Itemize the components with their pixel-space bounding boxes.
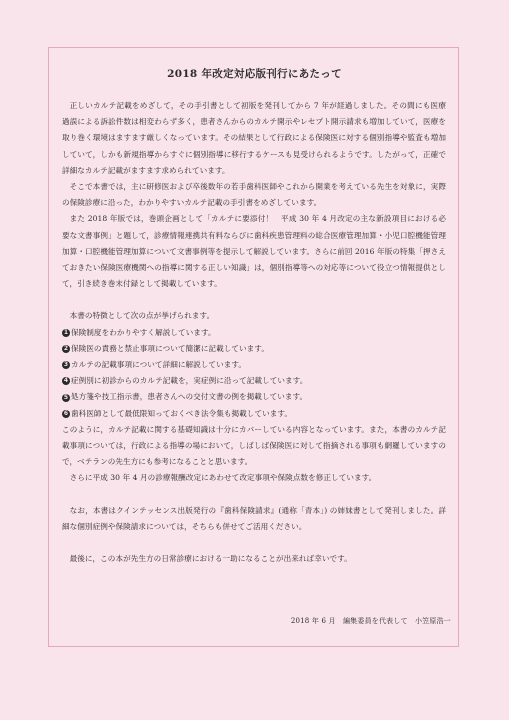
spacer bbox=[62, 535, 446, 551]
feature-text: 保険医の責務と禁止事項について簡潔に記載しています。 bbox=[71, 343, 269, 353]
signature-line: 2018 年 6 月 編集委員を代表して 小笠原浩一 bbox=[290, 617, 451, 625]
feature-text: カルテの記載事項について詳細に解説しています。 bbox=[71, 360, 247, 370]
features-list bbox=[62, 325, 446, 422]
spacer bbox=[62, 487, 446, 503]
feature-text: 歯科医師として最低限知っておくべき法令集も掲載しています。 bbox=[71, 408, 293, 418]
circled-number: 6 bbox=[63, 409, 69, 417]
paragraph-6: なお，本書はクインテッセンス出版発行の『歯科保険請求』(通称「青本」) の姉妹書として発刊しました。詳細な個別症例や保険請求については，そちらも併せてご活用ください。 bbox=[62, 505, 446, 531]
page-title: 2018 年改定対応版刊行にあたって bbox=[167, 68, 342, 80]
list-item bbox=[62, 325, 446, 341]
circled-number: 4 bbox=[63, 377, 69, 385]
list-item bbox=[62, 373, 446, 389]
circled-number: 2 bbox=[63, 344, 69, 352]
paragraph-5: さらに平成 30 年 4 月の診療報酬改定にあわせて改定事項や保険点数を修正しています。 bbox=[69, 473, 377, 483]
circled-number: 5 bbox=[63, 393, 69, 401]
circled-number: 1 bbox=[63, 328, 69, 336]
list-item bbox=[62, 389, 446, 405]
features-intro: 本書の特徴として次の点が挙げられます。 bbox=[69, 311, 215, 321]
feature-text: 処方箋や技工指示書，患者さんへの交付文書の例を掲載しています。 bbox=[71, 392, 308, 402]
paragraph-2: そこで本書では，主に研修医および卒後数年の若手歯科医師やこれから開業を考えている先生を対象に，実際の保険診療に沿った，わかりやすいカルテ記載の手引書をめざしています。 bbox=[62, 182, 446, 208]
list-item bbox=[62, 341, 446, 357]
feature-text: 保険制度をわかりやすく解説しています。 bbox=[71, 327, 216, 337]
list-item bbox=[62, 406, 446, 422]
paragraph-7: 最後に，この本が先生方の日常診療における一助になることが出来れば幸いです。 bbox=[69, 554, 352, 564]
feature-text: 症例別に初診からのカルテ記載を，実症例に沿って記載しています。 bbox=[71, 376, 308, 386]
paragraph-3: また 2018 年版では，巻頭企画として「カルテに要添付！ 平成 30 年 4 月改定の主な新設項目における必要な文書事例」と題して，診療情報連携共有料ならびに歯科疾患管理料の総合医療管理加算・小児口腔機能管理加算・口腔機能管理加算について文書事例等を提示して解説しています。さらに前回 2016 年版の特集「押さえておきたい保険医療機関への指導に関する正しい知識」は，個別指導等への対応等について役立つ情報提供として，引き続き巻末付録として掲載しています。 bbox=[62, 214, 446, 289]
preface-body bbox=[62, 98, 446, 567]
circled-number: 3 bbox=[63, 361, 69, 369]
spacer bbox=[62, 292, 446, 308]
paragraph-4: このように，カルテ記載に関する基礎知識は十分にカバーしている内容となっています。また，本書のカルテ記載事項については，行政による指導の場において，しばしば保険医に対して指摘される事項も網羅していますので，ベテランの先生方にも参考になることと思います。 bbox=[62, 424, 446, 467]
list-item bbox=[62, 357, 446, 373]
paragraph-1: 正しいカルテ記載をめざして，その手引書として初版を発刊してから 7 年が経過しました。その間にも医療過誤による訴訟件数は相変わらず多く，患者さんからのカルテ開示やレセプト開示請求も増加していて，医療を取り巻く環境はますます厳しくなっています。その結果として行政による保険医に対する個別指導や監査も増加していて，しかも新規指導からすぐに個別指導に移行するケースも見受けられるようです。したがって，正確で詳細なカルテ記載がますます求められています。 bbox=[62, 101, 446, 175]
